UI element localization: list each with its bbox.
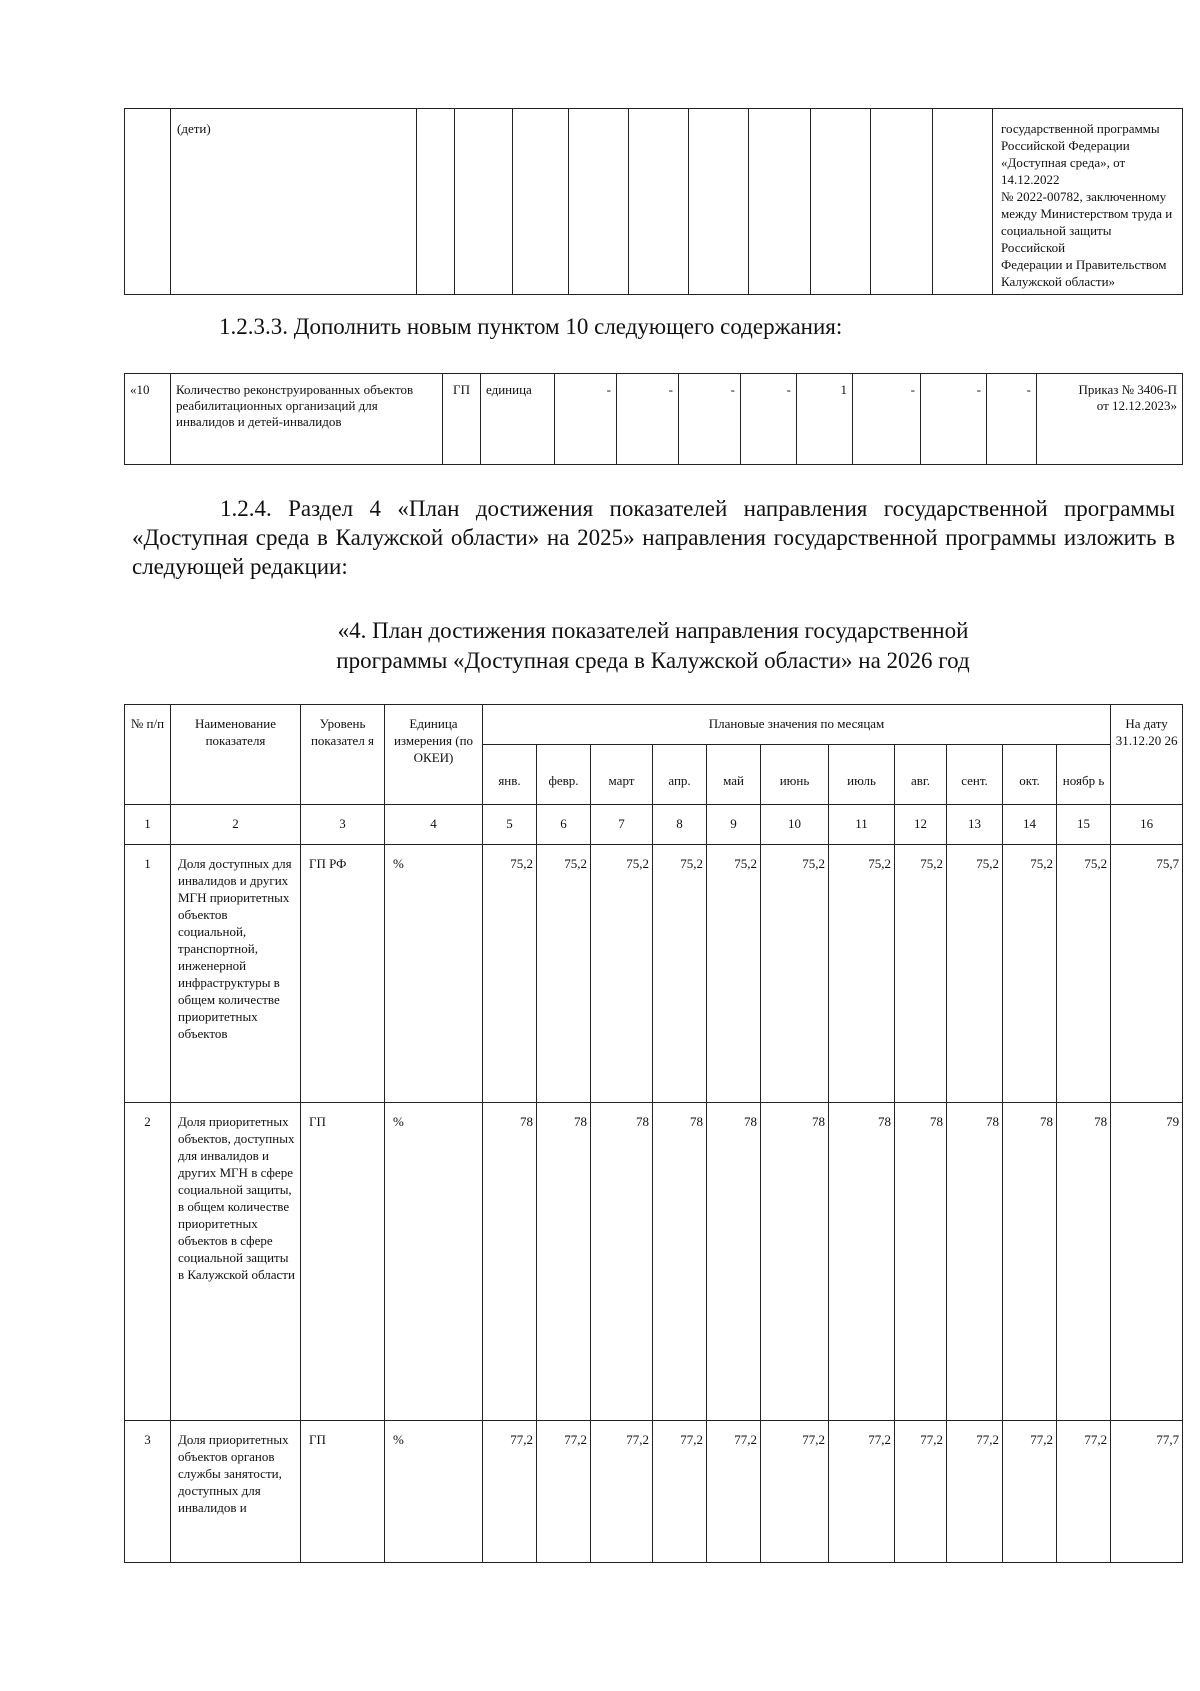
value-cell: 1 [797,374,853,465]
indicator-level: ГП [301,1103,385,1421]
month-value: 78 [829,1103,895,1421]
month-header: июнь [761,745,829,805]
column-number: 5 [483,805,537,845]
value-cell: - [921,374,987,465]
indicator-unit: единица [481,374,555,465]
month-value: 75,2 [761,845,829,1103]
month-value: 77,2 [947,1421,1003,1563]
header-monthly: Плановые значения по месяцам [483,705,1111,745]
month-value: 75,2 [591,845,653,1103]
column-number: 14 [1003,805,1057,845]
year-end-value: 75,7 [1111,845,1183,1103]
month-value: 77,2 [707,1421,761,1563]
table-row [125,1103,1183,1421]
month-value: 78 [483,1103,537,1421]
value-cell: - [741,374,797,465]
indicator-level: ГП [301,1421,385,1563]
month-value: 75,2 [895,845,947,1103]
new-item-table [124,373,1183,465]
column-number: 6 [537,805,591,845]
indicator-name: Доля доступных для инвалидов и других МГН приоритетных объектов социальной, транспортной, инженерной инфраструктуры в общем количестве приоритетных объектов [171,845,301,1103]
header-level: Уровень показател я [301,705,385,805]
row-number: 3 [125,1421,171,1563]
month-value: 77,2 [1057,1421,1111,1563]
column-number: 2 [171,805,301,845]
month-value: 75,2 [537,845,591,1103]
value-cell: - [617,374,679,465]
column-number: 11 [829,805,895,845]
month-header: окт. [1003,745,1057,805]
month-value: 77,2 [1003,1421,1057,1563]
indicator-name: Количество реконструированных объектов реабилитационных организаций для инвалидов и детей-инвалидов [171,374,443,465]
header-unit: Единица измерения (по ОКЕИ) [385,705,483,805]
month-header: янв. [483,745,537,805]
month-value: 78 [653,1103,707,1421]
paragraph-1-2-3-3: 1.2.3.3. Дополнить новым пунктом 10 следующего содержания: [219,314,843,339]
month-header: февр. [537,745,591,805]
value-cell: - [853,374,921,465]
column-number: 15 [1057,805,1111,845]
column-number: 1 [125,805,171,845]
item-number: «10 [125,374,171,465]
column-number: 12 [895,805,947,845]
continued-table [124,108,1183,295]
table-row [125,1421,1183,1563]
month-header: апр. [653,745,707,805]
indicator-name: (дети) [171,109,417,295]
month-value: 75,2 [707,845,761,1103]
section-title: «4. План достижения показателей направления государственной программы «Доступная среда в Калужской области» на 2026 год [336,618,970,673]
document-reference: государственной программы Российской Федерации «Доступная среда», от 14.12.2022 № 2022-00782, заключенному между Министерством труда и социальной защиты Российской Федерации и Правительством Калужской области» [993,109,1183,295]
indicator-level: ГП [443,374,481,465]
month-value: 78 [537,1103,591,1421]
column-numbers-row [125,805,1183,845]
column-number: 8 [653,805,707,845]
row-number: 2 [125,1103,171,1421]
month-header: ноябр ь [1057,745,1111,805]
month-value: 75,2 [653,845,707,1103]
paragraph-1-2-4: 1.2.4. Раздел 4 «План достижения показателей направления государственной программы «Доступная среда в Калужской области» на 2025» направления государственной программы изложить в следующей редакции: [132,496,1175,579]
month-value: 78 [1057,1103,1111,1421]
month-value: 77,2 [761,1421,829,1563]
month-value: 78 [947,1103,1003,1421]
column-number: 16 [1111,805,1183,845]
value-cell: - [679,374,741,465]
month-header: июль [829,745,895,805]
table-row [125,845,1183,1103]
new-item-row [125,374,1183,465]
column-number: 9 [707,805,761,845]
indicator-unit: % [385,845,483,1103]
month-value: 78 [707,1103,761,1421]
month-value: 77,2 [483,1421,537,1563]
column-number: 10 [761,805,829,845]
month-value: 75,2 [829,845,895,1103]
month-value: 77,2 [591,1421,653,1563]
column-number: 4 [385,805,483,845]
year-end-value: 79 [1111,1103,1183,1421]
month-value: 75,2 [483,845,537,1103]
year-end-value: 77,7 [1111,1421,1183,1563]
row-number: 1 [125,845,171,1103]
month-value: 77,2 [895,1421,947,1563]
indicator-unit: % [385,1103,483,1421]
month-value: 75,2 [1057,845,1111,1103]
continued-table-row [125,109,1183,295]
column-number: 7 [591,805,653,845]
header-row [125,705,1183,745]
month-value: 78 [1003,1103,1057,1421]
value-cell: - [987,374,1037,465]
month-value: 75,2 [1003,845,1057,1103]
value-cell: - [555,374,617,465]
month-value: 77,2 [537,1421,591,1563]
month-value: 78 [895,1103,947,1421]
cell-number [125,109,171,295]
month-header: март [591,745,653,805]
indicator-name: Доля приоритетных объектов, доступных для инвалидов и других МГН в сфере социальной защиты, в общем количестве приоритетных объектов в сфере социальной защиты в Калужской области [171,1103,301,1421]
indicator-unit: % [385,1421,483,1563]
month-header: май [707,745,761,805]
indicator-level: ГП РФ [301,845,385,1103]
month-value: 78 [761,1103,829,1421]
header-date: На дату 31.12.20 26 [1111,705,1183,805]
header-num: № п/п [125,705,171,805]
month-value: 77,2 [829,1421,895,1563]
document-reference: Приказ № 3406-П от 12.12.2023» [1037,374,1183,465]
month-value: 77,2 [653,1421,707,1563]
header-name: Наименование показателя [171,705,301,805]
indicator-name: Доля приоритетных объектов органов службы занятости, доступных для инвалидов и [171,1421,301,1563]
month-header: сент. [947,745,1003,805]
month-value: 75,2 [947,845,1003,1103]
month-header: авг. [895,745,947,805]
column-number: 3 [301,805,385,845]
plan-table [124,704,1183,1563]
column-number: 13 [947,805,1003,845]
month-value: 78 [591,1103,653,1421]
